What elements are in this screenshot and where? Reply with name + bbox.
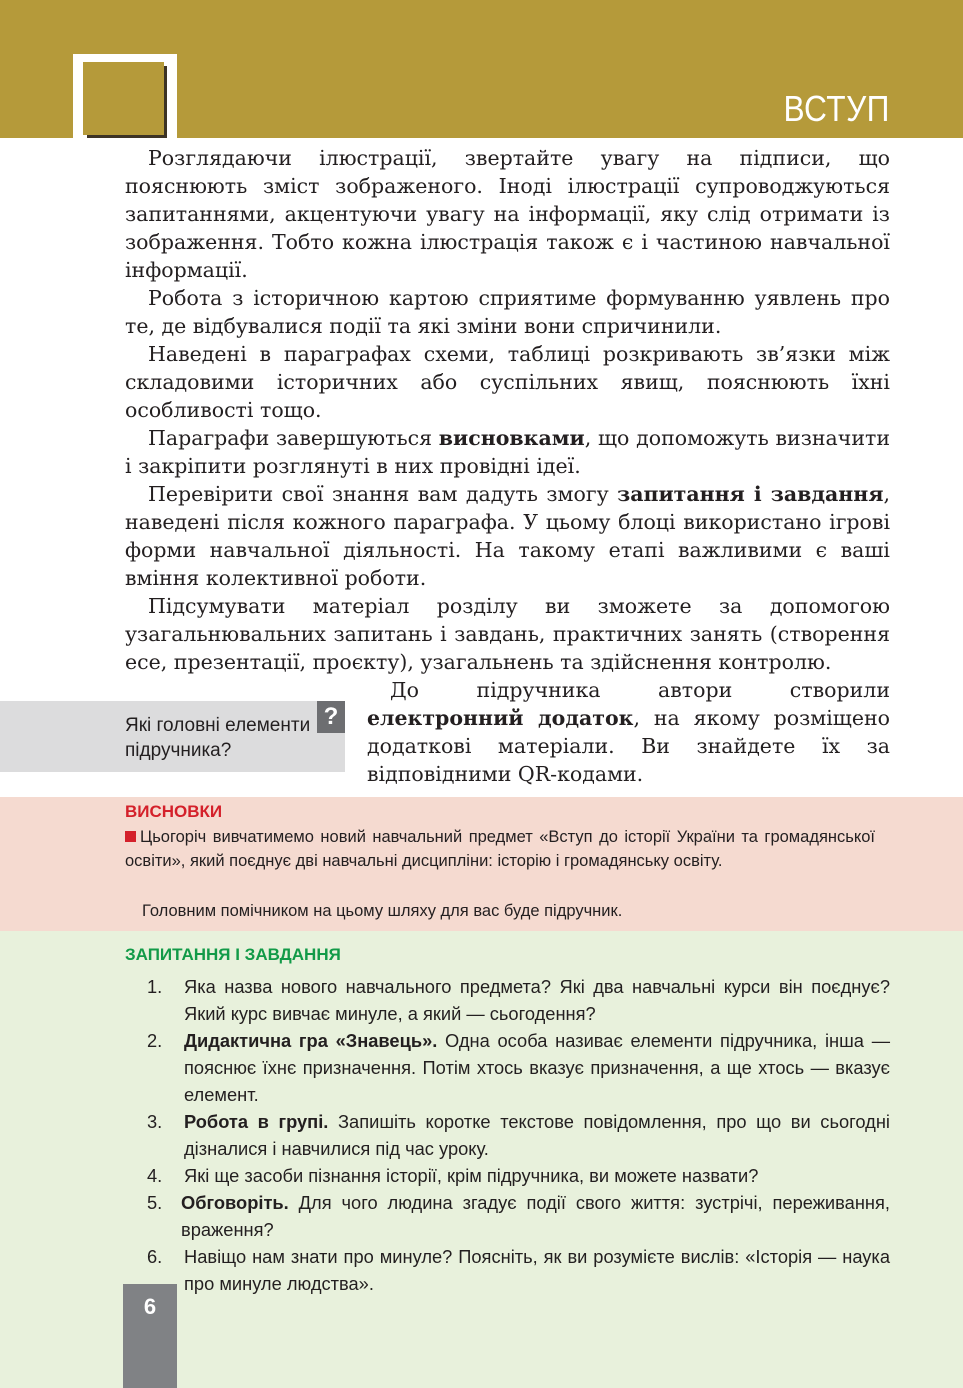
task-item <box>145 1243 890 1297</box>
paragraph: Наведені в параграфах схеми, таблиці розкривають зв’язки між складовими історичних або суспільних явищ, пояснюють їхні особливості тощо. <box>125 342 890 422</box>
text-span: До підручника автори створили <box>390 678 890 702</box>
bold-term: електронний додаток <box>367 706 634 730</box>
task-text: Одна особа називає елементи підручника, інша — пояснює їхнє призначення. Потім хтось вказує призначення, а ще хтось — вказує елемент. <box>184 1030 890 1105</box>
section-title: ВСТУП <box>783 88 890 129</box>
task-number: 4. <box>147 1165 163 1186</box>
header-decor-inner <box>83 62 164 135</box>
conclusion-item <box>125 825 875 873</box>
task-text: Яка назва нового навчального предмета? Які два навчальні курси він поєднує? Який курс вивчає минуле, а який — сьогодення? <box>184 976 890 1024</box>
conclusions-title: ВИСНОВКИ <box>125 802 223 821</box>
conclusions-block <box>0 797 963 931</box>
task-bold: Обговоріть. <box>181 1192 289 1213</box>
conclusion-item: Головним помічником на цьому шляху для вас буде підручник. <box>142 902 623 920</box>
bold-term: висновками <box>438 426 585 450</box>
paragraph <box>125 424 890 480</box>
task-text: Для чого людина згадує події свого життя: зустрічі, переживання, враження? <box>181 1192 890 1240</box>
paragraph <box>125 480 890 592</box>
task-number: 1. <box>147 976 163 997</box>
text-span: , що допоможуть визначити і закріпити розглянуті в них провідні ідеї. <box>125 426 890 478</box>
task-item <box>145 973 890 1027</box>
text-span: , наведені після кожного параграфа. У цьому блоці використано ігрові форми навчальної діяльності. На такому етапі важливими є ваші вміння колективної роботи. <box>125 482 890 590</box>
page-number-box <box>123 1284 177 1388</box>
text-span: , на якому розміщено додаткові матеріали. Ви знайдете їх за відповідними QR-кодами. <box>367 706 891 786</box>
task-item <box>145 1189 890 1243</box>
text-span: Параграфи завершуються <box>148 426 439 450</box>
question-box <box>0 701 345 772</box>
task-text: Навіщо нам знати про минуле? Поясніть, як ви розумієте вислів: «Історія — наука про минуле людства». <box>184 1246 890 1294</box>
paragraph-electronic-addon <box>367 676 890 788</box>
tasks-list <box>145 973 890 1297</box>
task-item <box>145 1162 890 1189</box>
bold-term: запитання і завдання <box>617 482 884 506</box>
task-text: Які ще засоби пізнання історії, крім підручника, ви можете назвати? <box>184 1165 759 1186</box>
task-number: 2. <box>147 1030 163 1051</box>
task-bold: Дидактична гра «Знавець». <box>184 1030 438 1051</box>
task-text: Запишіть коротке текстове повідомлення, про що ви сьогодні дізналися і навчилися під час уроку. <box>184 1111 890 1159</box>
question-mark-icon: ? <box>317 701 345 733</box>
tasks-title: ЗАПИТАННЯ І ЗАВДАННЯ <box>125 945 341 964</box>
task-item <box>145 1027 890 1108</box>
paragraph: Підсумувати матеріал розділу ви зможете за допомогою узагальнювальних запитань і завдань, практичних занять (створення есе, презентації, проєкту), узагальнень та здійснення контролю. <box>125 594 890 674</box>
paragraph: Робота з історичною картою сприятиме формуванню уявлень про те, де відбувалися події та які зміни вони спричинили. <box>125 286 890 338</box>
task-number: 3. <box>147 1111 163 1132</box>
task-number: 5. <box>147 1192 163 1213</box>
conclusion-text: Цьогоріч вивчатимемо новий навчальний предмет «Вступ до історії України та громадянської освіти», який поєднує дві навчальні дисципліни: історію і громадянську освіту. <box>125 828 875 870</box>
task-item <box>145 1108 890 1162</box>
task-bold: Робота в групі. <box>184 1111 329 1132</box>
paragraph: Розглядаючи ілюстрації, звертайте увагу на підписи, що пояснюють зміст зображеного. Іноді ілюстрації супроводжуються запитаннями, акцентуючи увагу на інформації, яку слід отримати із зображення. Тобто кожна ілюстрація також є і частиною навчальної інформації. <box>125 146 890 282</box>
page-number: 6 <box>143 1294 157 1319</box>
main-text <box>125 144 890 676</box>
square-bullet-icon <box>125 831 136 842</box>
task-number: 6. <box>147 1246 163 1267</box>
question-text: Які головні елементи підручника? <box>125 715 311 761</box>
text-span: Перевірити свої знання вам дадуть змогу <box>148 482 618 506</box>
